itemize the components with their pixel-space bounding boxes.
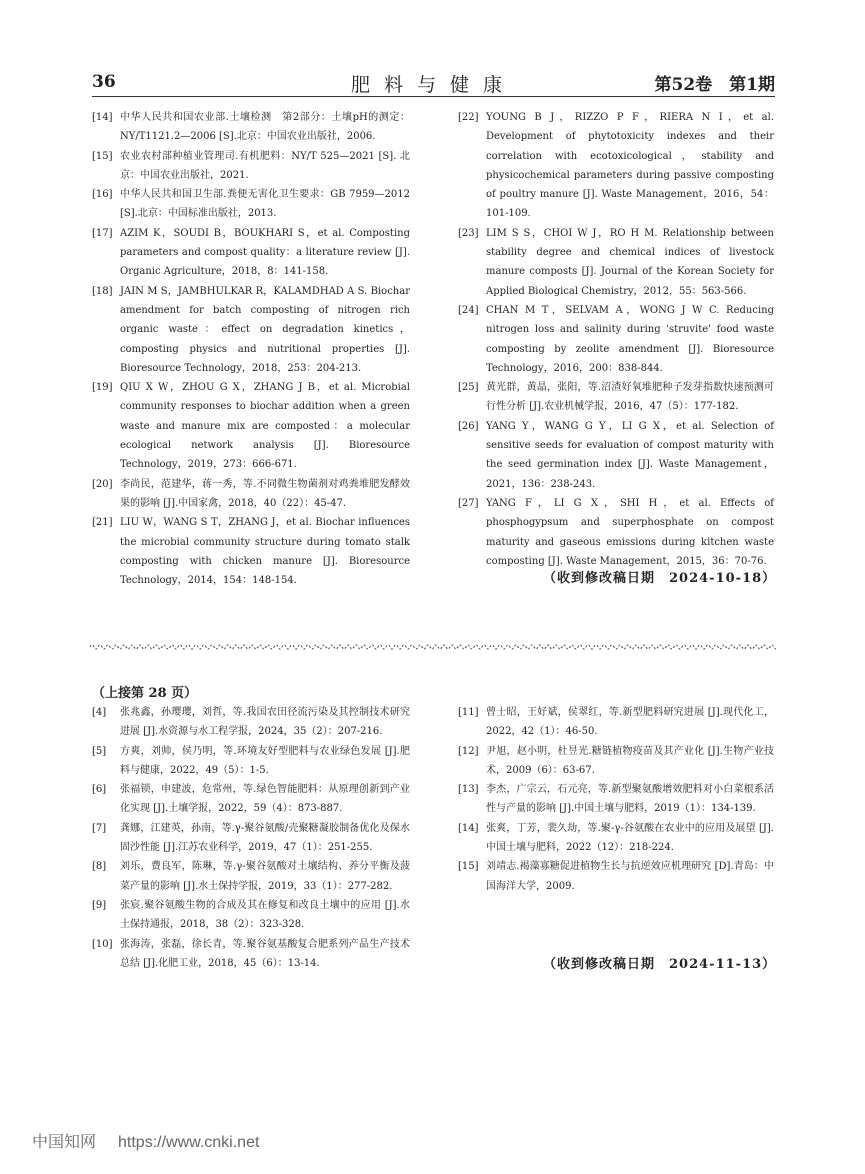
reference-number: [25] (458, 382, 479, 394)
reference-number: [16] (92, 189, 113, 201)
reference-text: 农业农村部种植业管理司.有机肥料：NY/T 525—2021 [S]. 北京：中国农业出版社，2021. (120, 150, 410, 181)
page-number: 36 (92, 72, 116, 92)
reference-text: YOUNG B J，RIZZO P F，RIERA N I，et al. Development of phytotoxicity indexes and their correlation with ecotoxicological，stability and physicochemical parameters during passive composting of poultry manure [J]. Waste Management，2016，54：101-109. (486, 112, 774, 220)
reference-number: [9] (92, 899, 107, 911)
reference-number: [18] (92, 285, 113, 297)
reference-item (458, 224, 774, 301)
reference-text: 尹旭，赵小明，杜昱光.糖链植物疫苗及其产业化 [J].生物产业技术，2009（6）：63-67. (486, 745, 774, 776)
reference-item (92, 185, 410, 224)
reference-item (458, 780, 774, 819)
reference-text: 张福锁，申建波，危常州，等.绿色智能肥料：从原理创新到产业化实现 [J].土壤学报，2022，59（4）：873-887. (120, 784, 410, 815)
reference-number: [5] (92, 745, 107, 757)
reference-number: [6] (92, 784, 107, 796)
reference-item (458, 819, 774, 858)
reference-text: QIU X W，ZHOU G X，ZHANG J B，et al. Microbial community responses to biochar addition when a green waste and manure mix are composted：a molecular ecological network analysis [J]. Bioresource Technology，2019，273：666-671. (120, 382, 410, 471)
journal-title: 肥料与健康 (350, 74, 516, 96)
references-top-right (458, 108, 774, 571)
reference-number: [12] (458, 745, 479, 757)
reference-number: [14] (92, 112, 113, 123)
reference-number: [10] (92, 938, 113, 950)
reference-item (92, 742, 410, 781)
reference-text: CHAN M T，SELVAM A，WONG J W C. Reducing nitrogen loss and salinity during 'struvite' food waste composting by zeolite amendment [J]. Bioresource Technology，2016，200：838-844. (486, 304, 774, 374)
reference-number: [15] (458, 861, 479, 873)
reference-item (92, 513, 410, 590)
page-header (92, 64, 775, 94)
reference-text: 张爽，丁芳，裴久劫，等.聚-γ-谷氨酸在农业中的应用及展望 [J].中国土壤与肥料，2022（12）：218-224. (486, 822, 774, 854)
reference-text: 刘靖志.褐藻寡糖促进植物生长与抗逆效应机理研究 [D].青岛：中国海洋大学，2009. (486, 861, 774, 892)
reference-text: 黄光群，黄晶，张阳，等.沼渣好氧堆肥种子发芽指数快速预测可行性分析 [J].农业机械学报，2016，47（5）：177-182. (486, 382, 774, 413)
reference-number: [26] (458, 420, 479, 432)
reference-number: [13] (458, 784, 479, 796)
reference-number: [14] (458, 822, 479, 834)
reference-number: [27] (458, 497, 479, 509)
reference-text: 张海涛，张磊，徐长青，等.聚谷氨基酸复合肥系列产品生产技术总结 [J].化肥工业，2018，45（6）：13-14. (120, 938, 410, 969)
reference-item (458, 301, 774, 378)
reference-item (458, 703, 774, 742)
reference-text: LIU W，WANG S T，ZHANG J，et al. Biochar influences the microbial community structure during tomato stalk composting with chicken manure [J]. Bioresource Technology，2014，154：148-154. (120, 517, 410, 587)
reference-item (92, 108, 410, 147)
reference-item (92, 282, 410, 378)
reference-text: 方爽，刘帅，侯乃明，等.环境友好型肥料与农业绿色发展 [J].肥料与健康，2022，49（5）：1-5. (120, 745, 410, 776)
footer-watermark (32, 1129, 259, 1152)
reference-number: [23] (458, 227, 479, 239)
reference-item (92, 857, 410, 896)
reference-item (92, 703, 410, 742)
references-bottom-left (92, 703, 410, 973)
references-top-left (92, 108, 410, 590)
reference-item (92, 819, 410, 858)
reference-number: [15] (92, 150, 113, 162)
reference-text: 中华人民共和国卫生部.粪便无害化卫生要求：GB 7959—2012 [S].北京：中国标准出版社，2013. (120, 189, 410, 220)
reference-number: [19] (92, 382, 113, 394)
received-date-top: （收到修改稿日期 2024-10-18） (543, 571, 777, 586)
reference-item (458, 742, 774, 781)
reference-text: AZIM K，SOUDI B，BOUKHARI S，et al. Composting parameters and compost quality：a literature review [J]. Organic Agriculture，2018，8：141-158. (120, 227, 410, 278)
reference-number: [20] (92, 478, 113, 490)
header-rule (92, 96, 775, 97)
reference-item (92, 935, 410, 974)
continued-from-note: （上接第 28 页） (92, 686, 198, 701)
reference-text: YANG Y，WANG G Y，LI G X，et al. Selection of sensitive seeds for evaluation of compost maturity with the seed germination index [J]. Waste Management，2021，136：238-243. (486, 420, 774, 490)
reference-text: 张兆鑫，孙璎璎，刘哲，等.我国农田径流污染及其控制技术研究进展 [J].水资源与水工程学报，2024，35（2）：207-216. (120, 707, 410, 738)
reference-item (92, 147, 410, 186)
site-url: https://www.cnki.net (118, 1134, 260, 1151)
reference-text: 曾士昭，王好斌，侯翠红，等.新型肥料研究进展 [J].现代化工，2022，42（1）：46-50. (486, 707, 774, 738)
reference-text: 刘乐，费良军，陈琳，等.γ-聚谷氨酸对土壤结构、养分平衡及菠菜产量的影响 [J].水土保持学报，2019，33（1）：277-282. (120, 861, 410, 892)
reference-text: 李杰，广宗云，石元亮，等.新型聚氨酸增效肥料对小白菜根系活性与产量的影响 [J].中国土壤与肥料，2019（1）：134-139. (486, 784, 774, 815)
reference-text: JAIN M S，JAMBHULKAR R，KALAMDHAD A S. Biochar amendment for batch composting of nitrogen rich organic waste：effect on degradation kinetics，composting physics and nutritional properties [J]. Bioresource Technology，2018，253：204-213. (120, 285, 410, 374)
reference-text: 龚娜，江建英，孙南，等.γ-聚谷氨酸/壳聚糖凝胶制备优化及保水固沙性能 [J].江苏农业科学，2019，47（1）：251-255. (120, 822, 410, 854)
reference-text: YANG F，LI G X，SHI H，et al. Effects of phosphogypsum and superphosphate on compost maturity and gaseous emissions during kitchen waste composting [J]. Waste Management，2015，36：70-76. (486, 497, 774, 567)
volume-issue: 第52卷 第1期 (654, 75, 775, 95)
reference-item (458, 857, 774, 896)
reference-number: [21] (92, 517, 113, 529)
reference-item (92, 475, 410, 514)
reference-item (458, 108, 774, 224)
reference-number: [7] (92, 822, 107, 834)
reference-item (458, 378, 774, 417)
reference-number: [17] (92, 227, 113, 239)
reference-text: LIM S S，CHOI W J，RO H M. Relationship between stability degree and chemical indices of livestock manure composts [J]. Journal of the Korean Society for Applied Biological Chemistry，2012，55：563-566. (486, 227, 774, 297)
reference-item (458, 417, 774, 494)
wavy-divider (90, 643, 776, 651)
reference-number: [4] (92, 707, 107, 718)
reference-item (458, 494, 774, 571)
reference-text: 中华人民共和国农业部.土壤检测 第2部分：土壤pH的测定：NY/T1121.2—2006 [S].北京：中国农业出版社，2006. (120, 112, 410, 143)
references-bottom-right (458, 703, 774, 896)
site-name: 中国知网 (32, 1134, 97, 1151)
reference-number: [8] (92, 861, 107, 873)
reference-item (92, 780, 410, 819)
reference-text: 张宸.聚谷氨酸生物的合成及其在修复和改良土壤中的应用 [J].水土保持通报，2018，38（2）：323-328. (120, 899, 410, 931)
reference-item (92, 378, 410, 474)
reference-item (92, 896, 410, 935)
reference-number: [24] (458, 304, 479, 316)
reference-number: [22] (458, 112, 479, 123)
reference-text: 李尚民，范建华，蒋一秀，等.不同微生物菌剂对鸡粪堆肥发酵效果的影响 [J].中国家禽，2018，40（22）：45-47. (120, 478, 410, 509)
reference-item (92, 224, 410, 282)
received-date-bottom: （收到修改稿日期 2024-11-13） (543, 957, 777, 972)
reference-number: [11] (458, 707, 479, 718)
